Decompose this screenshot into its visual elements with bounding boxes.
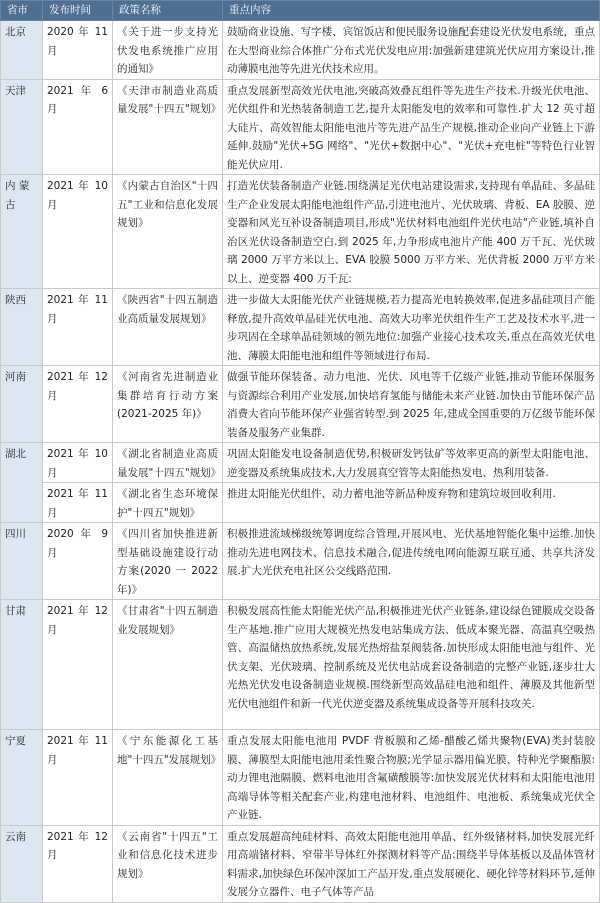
policy-name-cell: 《四川省加快推进新型基础设施建设行动方案(2020 一 2022 年)》	[113, 523, 223, 600]
header-province: 省市	[1, 1, 43, 21]
policy-name-cell: 《陕西省"十四五制造业高质量发展规划》	[113, 289, 223, 366]
table-header	[1, 1, 600, 21]
date-cell: 2020 年 11 月	[43, 21, 113, 80]
date-cell: 2021 年 6 月	[43, 79, 113, 175]
province-cell: 北京	[1, 21, 43, 80]
content-cell: 巩固太阳能发电设备制造优势,积极研发钙钛矿等效率更高的新型太阳能电池、逆变器及系统集成技术,大力发展真空管等太阳能热发电、热利用装备.	[223, 443, 600, 483]
table-row	[1, 21, 600, 80]
table-row	[1, 730, 600, 826]
content-cell: 鼓励商业设施、写字楼、宾馆饭店和便民服务设施配套建设光伏发电系统，重点在大型商业综合体推广分布式光伏发电应用:加强新建建筑光伏应用方案设计,推动薄膜电池等先进光伏技术应用。	[223, 21, 600, 80]
policy-name-cell: 《关于进一步支持光伏发电系统推广应用的通知》	[113, 21, 223, 80]
province-cell: 宁夏	[1, 730, 43, 826]
date-cell: 2021 年 12 月	[43, 366, 113, 443]
table-row	[1, 175, 600, 289]
province-cell: 河南	[1, 366, 43, 443]
date-cell: 2021 年 11 月	[43, 289, 113, 366]
content-cell: 做强节能环保装备、动力电池、光伏、风电等千亿级产业链,推动节能环保服务与资源综合利用产业发展,加快培育氢能与储能未来产业链.加快由节能环保产品消费大省向节能环保产业强省转型.到 2025 年,建成全国重要的万亿级节能环保装备及服务产业集群.	[223, 366, 600, 443]
policy-name-cell: 《河南省先进制造业集群培育行动方案(2021-2025 年)》	[113, 366, 223, 443]
province-cell: 四川	[1, 523, 43, 600]
policy-name-cell: 《内蒙古自治区"十四五"工业和信息化发展规划》	[113, 175, 223, 289]
date-cell: 2021 年 10 月	[43, 175, 113, 289]
province-cell: 湖北	[1, 443, 43, 523]
content-cell: 打造光伏装备制造产业链.围绕满足光伏电站建设需求,支持现有单晶硅、多晶硅生产企业发展太阳能电池组件产品,引进电池片、光伏玻璃、背板、EA 胶膜、逆变器和风光互补设备制造项目,形成"光伏材料电池组件光伏电站"产业链,填补自治区光伏设备制造空白.到 2025 年,力争形成电池片产能 400 万千瓦、光伏玻璃 2000 万平方米以上、EVA 胶膜 5000 万平方米、光伏背板 2000 万平方米以上、逆变器 400 万千瓦:	[223, 175, 600, 289]
province-cell: 内 蒙古	[1, 175, 43, 289]
date-cell: 2021 年 11 月	[43, 483, 113, 523]
policy-name-cell: 《湖北省生态环境保护"十四五"规划》	[113, 483, 223, 523]
province-cell: 天津	[1, 79, 43, 175]
header-date: 发布时间	[43, 1, 113, 21]
content-cell: 积极发展高性能太阳能光伏产品,积极推进光伏产业链条,建设绿色键膜成交设备生产基地.推广应用大规模光热发电站集成方法、低成本聚光器、高温真空吸热管、高温储热放热系统,发展光热熔盐泵阀装备.加快形成太阳能电池与组件、光伏支架、光伏玻璃、控制系统及光伏电站成套设备制造的完整产业链,逐步壮大光热光伏发电设备制造业规模.围绕新型高效晶硅电池和组件、薄膜及其他新型光伏电池组件和新一代光伏逆变器及系统集成设备等开展科技攻关.	[223, 600, 600, 730]
header-policy-name: 政策名称	[113, 1, 223, 21]
province-cell: 云南	[1, 825, 43, 902]
date-cell: 2021 年 12 月	[43, 600, 113, 730]
date-cell: 2021 年 12 月	[43, 825, 113, 902]
table-row	[1, 366, 600, 443]
table-row	[1, 825, 600, 902]
content-cell: 积极推进流域梯级统筹调度综合管理,开展风电、光伏基地智能化集中运维.加快推动先进电网技术、信息技术融合,促进传统电网向能源互联互通、共享共济发展.扩大光伏充电社区公交线路范围.	[223, 523, 600, 600]
content-cell: 重点发展太阳能电池用 PVDF 背板膜和乙烯-醋酸乙烯共聚物(EVA)类封装胶膜、薄膜型太阳能电池用柔性聚合物膜;光学显示器用偏光膜、特种光学聚酯膜:动力锂电池隔膜、燃料电池用含氟磺酸膜等:加快发展光伏材料和太阳能电池用高端导体等相关配套产业,构建电池材料、电池组件、电池板、系统集成光伏全产业链.	[223, 730, 600, 826]
date-cell: 2021 年 11 月	[43, 730, 113, 826]
content-cell: 进一步做大太阳能光伏产业链规模,若力提高光电转换效率,促进多晶硅项目产能释放,提升高效单晶硅光伏电池、高效大功率光伏组件生产工艺及技术水平,进一步巩固在全球单晶硅领域的领先地位:加强产业接心技术攻关,重点在高效光伏电池、薄膜太阳能电池和组件等领域进行布局.	[223, 289, 600, 366]
table-row	[1, 443, 600, 483]
content-cell: 重点发展超高纯硅材料、高效太阳能电池用单晶、红外级锗材料,加快发展光纤用高端锗材料、窄带半导体红外探测材料等产品:围绕半导体基板以及晶体管材料需求,加快绿色环保冲深加工产品开发,重点发展硬化、硬化锌等材料环节,延伸发展分立器件、电子气体等产品	[223, 825, 600, 902]
table-row	[1, 523, 600, 600]
table-row	[1, 600, 600, 730]
table-row	[1, 79, 600, 175]
date-cell: 2020 年 9 月	[43, 523, 113, 600]
content-cell: 重点发展新型高效光伏电池,突破高效叠瓦组件等先进生产技术.升级光伏电池、光伏组件和光热装备制造工艺,提升太阳能发电的效率和可靠性.扩大 12 英寸超大硅片、高效智能太阳能电池片等先进产品生产规模,推动企业向产业链上下游延伸.鼓励"光伏+5G 网络"、"光伏+数据中心"、"光伏+充电桩"等特色行业智能光伏应用.	[223, 79, 600, 175]
table-body	[1, 21, 600, 903]
table-row	[1, 289, 600, 366]
policy-name-cell: 《湖北省制造业高质量发展"十四五"规划》	[113, 443, 223, 483]
policy-name-cell: 《天津市制造业高质量发展"十四五"规划》	[113, 79, 223, 175]
policy-name-cell: 《云南省"十四五"工业和信息化技术进步规划》	[113, 825, 223, 902]
header-row	[1, 1, 600, 21]
policy-name-cell: 《甘肃省"十四五制造业发展规划》	[113, 600, 223, 730]
policy-name-cell: 《宁东能源化工基地"十四五"发展规划》	[113, 730, 223, 826]
content-cell: 推进太阳能光伏组件、动力蓄电池等新品种废弃物和建筑垃圾回收利用.	[223, 483, 600, 523]
header-key-content: 重点内容	[223, 1, 600, 21]
date-cell: 2021 年 10 月	[43, 443, 113, 483]
table-row	[1, 483, 600, 523]
province-cell: 甘肃	[1, 600, 43, 730]
province-cell: 陕西	[1, 289, 43, 366]
